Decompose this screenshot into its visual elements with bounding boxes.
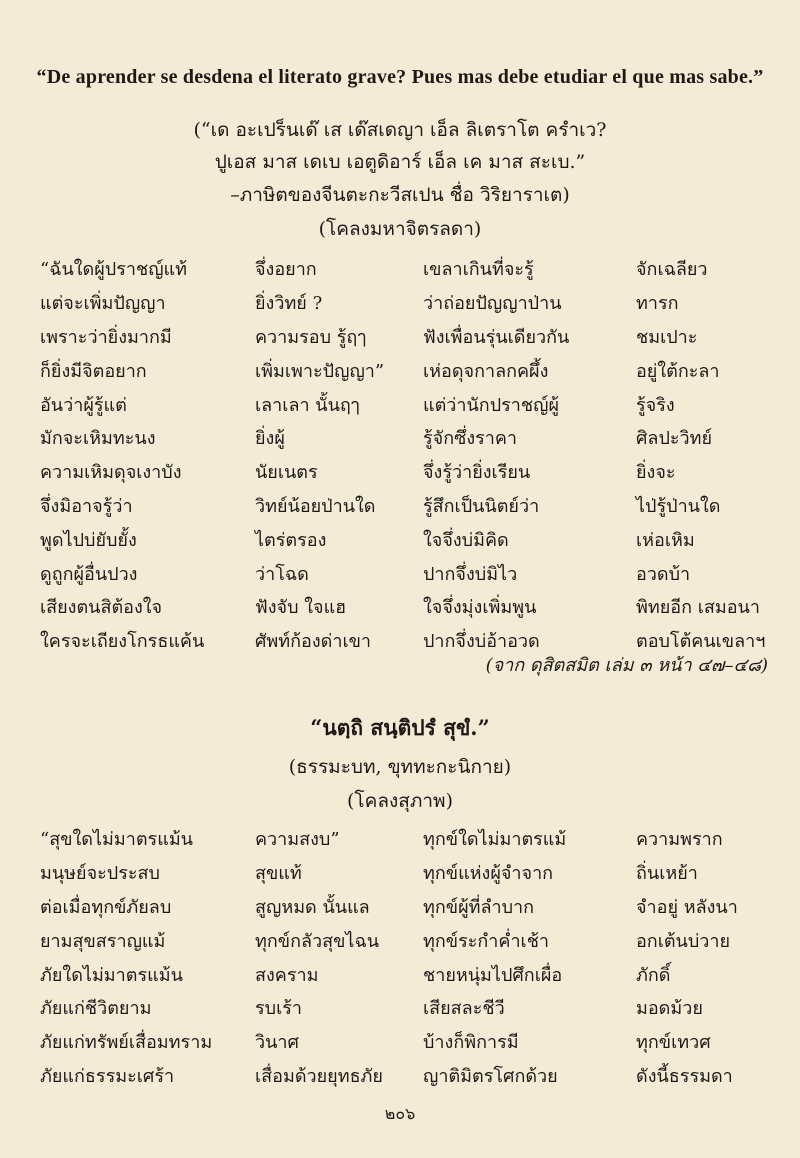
poem-phrase: เพราะว่ายิ่งมากมี xyxy=(40,326,172,348)
poem-phrase: เลาเลา นั้นฤๅ xyxy=(255,394,360,416)
poem-phrase: อวดบ้า xyxy=(636,563,691,585)
poem-phrase: จึ่งรู้ว่ายิ่งเรียน xyxy=(423,462,531,484)
transliteration-line-1: (“เด อะเปร็นเด๊ เส เด๊สเดญา เอ็ล ลิเตราโต ครําเว? xyxy=(193,119,607,141)
poem-line xyxy=(40,991,770,1025)
poem-phrase: ยามสุขสราญแม้ xyxy=(40,930,166,952)
poem-phrase: ความรอบ รู้ฤๅ xyxy=(255,326,367,348)
poem-phrase: ภัยแก่ทรัพย์เสื่อมทราม xyxy=(40,1032,213,1054)
poem-phrase: ความพราก xyxy=(636,829,723,851)
poem-phrase: พิทยอีก เสมอนา xyxy=(636,597,760,619)
poem-phrase: วินาศ xyxy=(255,1032,299,1054)
poem-phrase: เห่อเหิม xyxy=(636,529,695,551)
poem-phrase: จำอยู่ หลังนา xyxy=(636,896,738,918)
poem-line xyxy=(40,822,770,856)
pali-title: “นตฺถิ สนฺติปรํ สุขํ.” xyxy=(310,715,490,740)
poem-phrase: เสื่อมด้วยยุทธภัย xyxy=(255,1065,383,1087)
poem-phrase: ยิ่งผู้ xyxy=(255,428,285,450)
poem-phrase: มนุษย์จะประสบ xyxy=(40,863,160,885)
poem-phrase: จักเฉลียว xyxy=(636,259,708,281)
poem-phrase: ดูถูกผู้อื่นปวง xyxy=(40,563,138,585)
page-number: ๒๐๖ xyxy=(384,1104,416,1123)
poem-phrase: ว่าโฉด xyxy=(255,563,309,585)
poem-phrase: พูดไปบ่ยับยั้ง xyxy=(40,529,137,551)
pali-source: (ธรรมะบท, ขุททะกะนิกาย) xyxy=(288,756,512,778)
poem-phrase: ทุกข์ใดไม่มาตรแม้ xyxy=(423,829,567,851)
poem-phrase: จึ่งมิอาจรู้ว่า xyxy=(40,495,133,517)
poem-line xyxy=(40,286,770,320)
poem-phrase: ยิ่งจะ xyxy=(636,462,676,484)
poem-phrase: ญาติมิตรโศกด้วย xyxy=(423,1065,558,1087)
poem-line xyxy=(40,1059,770,1093)
poem-phrase: เพิ่มเพาะปัญญา” xyxy=(255,360,385,382)
poem-phrase: จึ่งอยาก xyxy=(255,259,317,281)
poem-phrase: ทารก xyxy=(636,293,679,315)
poem-phrase: ฟังเพื่อนรุ่นเดียวกัน xyxy=(423,326,570,348)
poem-phrase: ตอบโต้คนเขลาฯ xyxy=(636,631,766,653)
transliteration-line-3: –ภาษิตของจีนตะกะวีสเปน ชื่อ วิริยาราเต) xyxy=(230,184,570,206)
poem-line xyxy=(40,320,770,354)
poem-phrase: ว่าถ่อยปัญญาป่าน xyxy=(423,293,562,315)
poem-phrase: แต่จะเพิ่มปัญญา xyxy=(40,293,166,315)
poem-line xyxy=(40,556,770,590)
poem-phrase: ความสงบ” xyxy=(255,829,340,851)
poem-phrase: แต่ว่านักปราชญ์ผู้ xyxy=(423,394,560,416)
poem-phrase: ภัยใดไม่มาตรแม้น xyxy=(40,964,183,986)
poem-phrase: ยิ่งวิทย์ ? xyxy=(255,293,323,315)
poem-phrase: ดังนี้ธรรมดา xyxy=(636,1065,733,1087)
poem-phrase: รู้สึกเป็นนิตย์ว่า xyxy=(423,495,540,517)
poem-phrase: ปากจึ่งบ่มิไว xyxy=(423,563,518,585)
poem-phrase: ฟังจับ ใจแฮ xyxy=(255,597,347,619)
verse-form-label-2: (โคลงสุภาพ) xyxy=(347,790,453,812)
poem-phrase: สงคราม xyxy=(255,964,319,986)
poem-phrase: ศิลปะวิทย์ xyxy=(636,428,713,450)
poem-phrase: ไป่รู้ป่านใด xyxy=(636,495,721,517)
poem-line xyxy=(40,387,770,421)
poem-phrase: มักจะเหิมทะนง xyxy=(40,428,156,450)
poem-phrase: อกเต้นบ่วาย xyxy=(636,930,731,952)
poem-line xyxy=(40,1025,770,1059)
poem-line xyxy=(40,252,770,286)
poem-phrase: รู้จริง xyxy=(636,394,675,416)
poem-phrase: ทุกข์ผู้ที่ลำบาก xyxy=(423,896,535,918)
poem-phrase: ทุกข์เทวศ xyxy=(636,1032,711,1054)
poem-phrase: เสียสละชีวี xyxy=(423,998,505,1020)
poem-phrase: ไตร่ตรอง xyxy=(255,529,327,551)
poem-phrase: สุขแท้ xyxy=(255,863,302,885)
poem-phrase: นัยเนตร xyxy=(255,462,318,484)
poem-phrase: ทุกข์ระกำค่ำเช้า xyxy=(423,930,550,952)
poem-line xyxy=(40,421,770,455)
poem-phrase: ใครจะเถียงโกรธแค้น xyxy=(40,631,205,653)
poem-phrase: “ฉันใดผู้ปราชญ์แท้ xyxy=(40,259,188,281)
poem-phrase: ทุกข์กลัวสุขไฉน xyxy=(255,930,380,952)
poem-line xyxy=(40,890,770,924)
poem-phrase: รบเร้า xyxy=(255,998,303,1020)
poem-line xyxy=(40,923,770,957)
poem-phrase: เขลาเกินที่จะรู้ xyxy=(423,259,534,281)
poem-phrase: ศัพท์ก้องด่าเขา xyxy=(255,631,372,653)
source-citation: (จาก ดุสิตสมิต เล่ม ๓ หน้า ๔๗–๔๘) xyxy=(485,655,768,676)
poem-phrase: ใจจึ่งมุ่งเพิ่มพูน xyxy=(423,597,537,619)
poem-line xyxy=(40,957,770,991)
poem-phrase: ภักดิ์ xyxy=(636,964,671,986)
poem-phrase: ภัยแก่ชีวิตยาม xyxy=(40,998,152,1020)
poem-phrase: เห่อดุจกาลกคผึ้ง xyxy=(423,360,549,382)
poem-phrase: ใจจึ่งบ่มิคิด xyxy=(423,529,509,551)
poem-phrase: รู้จักซึ่งราคา xyxy=(423,428,518,450)
poem-phrase: ปากจึ่งบ่อ้าอวด xyxy=(423,631,540,653)
verse-form-label: (โคลงมหาจิตรลดา) xyxy=(318,218,482,240)
poem-phrase: ภัยแก่ธรรมะเศร้า xyxy=(40,1065,175,1087)
poem-phrase: เสียงตนสิต้องใจ xyxy=(40,597,163,619)
poem-line xyxy=(40,353,770,387)
poem-mahachitralada xyxy=(40,252,770,658)
poem-phrase: บ้างก็พิการมี xyxy=(423,1032,519,1054)
poem-phrase: ชมเปาะ xyxy=(636,326,698,348)
poem-phrase: อยู่ใต้กะลา xyxy=(636,360,720,382)
poem-phrase: ถิ่นเหย้า xyxy=(636,863,698,885)
poem-line xyxy=(40,489,770,523)
poem-phrase: ทุกข์แห่งผู้จำจาก xyxy=(423,863,554,885)
poem-phrase: วิทย์น้อยป่านใด xyxy=(255,495,376,517)
poem-phrase: “สุขใดไม่มาตรแม้น xyxy=(40,829,193,851)
poem-suphap xyxy=(40,822,770,1092)
poem-phrase: สูญหมด นั้นแล xyxy=(255,896,370,918)
poem-phrase: ต่อเมื่อทุกข์ภัยลบ xyxy=(40,896,172,918)
poem-line xyxy=(40,590,770,624)
poem-phrase: มอดม้วย xyxy=(636,998,703,1020)
poem-phrase: ก็ยิ่งมีจิตอยาก xyxy=(40,360,147,382)
poem-phrase: ชายหนุ่มไปศึกเผื่อ xyxy=(423,964,563,986)
poem-phrase: อันว่าผู้รู้แต่ xyxy=(40,394,127,416)
poem-phrase: ความเหิมดุจเงาบัง xyxy=(40,462,182,484)
poem-line xyxy=(40,856,770,890)
transliteration-line-2: ปูเอส มาส เดเบ เอตูดิอาร์ เอ็ล เค มาส สะเบ.” xyxy=(214,151,586,173)
poem-line xyxy=(40,522,770,556)
poem-line xyxy=(40,455,770,489)
spanish-proverb: “De aprender se desdena el literato grave? Pues mas debe etudiar el que mas sabe.” xyxy=(36,66,764,88)
